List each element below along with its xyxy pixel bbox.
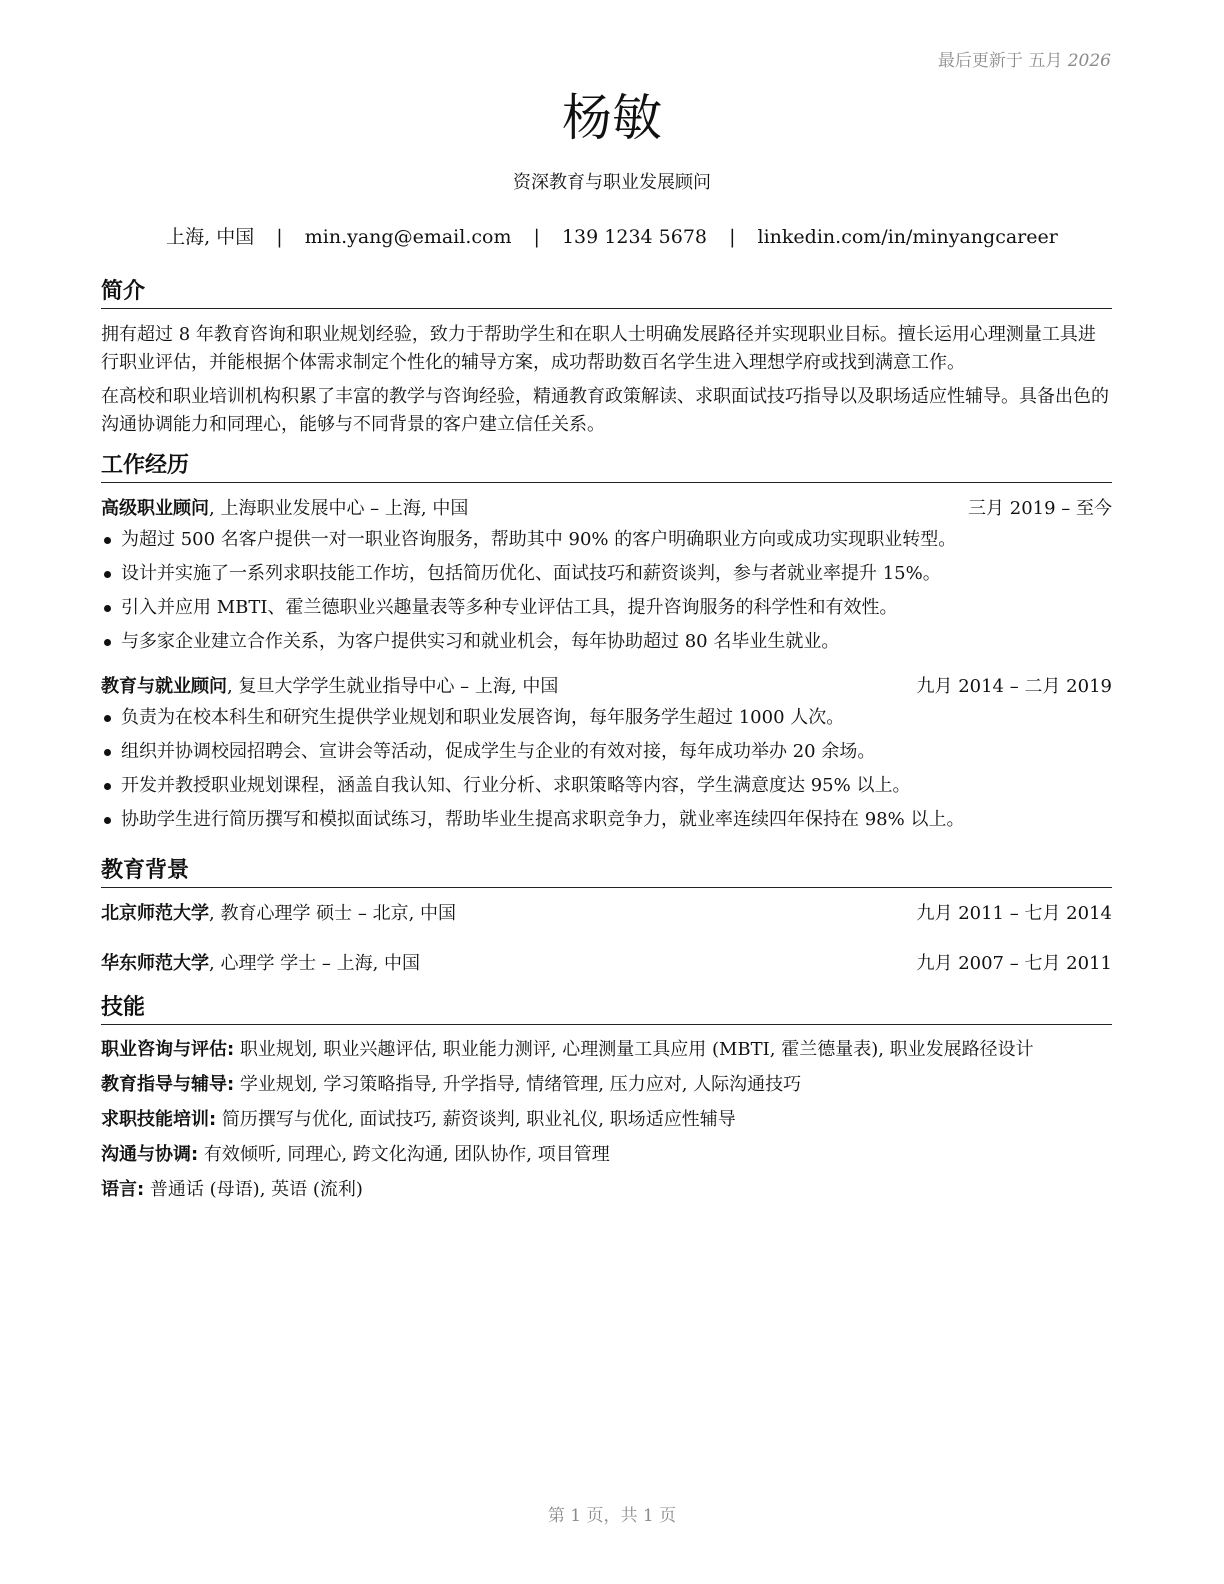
- page-number: 第 1 页，共 1 页: [547, 1506, 677, 1526]
- job-header: [101, 495, 1112, 523]
- job-title-line: [101, 495, 468, 523]
- education-detail: , 教育心理学 硕士 – 北京, 中国: [209, 903, 457, 924]
- education-entry: [101, 950, 1112, 978]
- job-bullet: 引入并应用 MBTI、霍兰德职业兴趣量表等多种专业评估工具，提升咨询服务的科学性和有效性。: [101, 591, 1112, 625]
- education-entry: [101, 900, 1112, 928]
- section-heading-experience: 工作经历: [101, 452, 1112, 483]
- skill-row: [101, 1137, 1112, 1172]
- summary-paragraph: 拥有超过 8 年教育咨询和职业规划经验，致力于帮助学生和在职人士明确发展路径并实现职业目标。擅长运用心理测量工具进行职业评估，并能根据个体需求制定个性化的辅导方案，成功帮助数百名学生进入理想学府或找到满意工作。: [101, 324, 1096, 373]
- job-org: , 复旦大学学生就业指导中心 – 上海, 中国: [227, 676, 559, 697]
- job-header: [101, 673, 1112, 701]
- contact-phone: 139 1234 5678: [561, 226, 708, 248]
- section-heading-education: 教育背景: [101, 857, 1112, 888]
- job-bullets: [101, 701, 1112, 837]
- education-section: [101, 857, 1112, 978]
- skills-list: [101, 1032, 1112, 1207]
- job-bullet: 与多家企业建立合作关系，为客户提供实习和就业机会，每年协助超过 80 名毕业生就业。: [101, 625, 1112, 659]
- candidate-title: 资深教育与职业发展顾问: [513, 172, 711, 193]
- contact-line: [0, 225, 1224, 249]
- job-org: , 上海职业发展中心 – 上海, 中国: [209, 498, 469, 519]
- skill-row: [101, 1172, 1112, 1207]
- last-updated-label: 最后更新于 五月: [937, 51, 1063, 71]
- skill-label: 沟通与协调:: [101, 1144, 199, 1165]
- contact-location: 上海, 中国: [166, 226, 255, 248]
- skill-label: 职业咨询与评估:: [101, 1039, 235, 1060]
- job-bullet: 开发并教授职业规划课程，涵盖自我认知、行业分析、求职策略等内容，学生满意度达 95% 以上。: [101, 769, 1112, 803]
- job-bullets: [101, 523, 1112, 659]
- education-school: 北京师范大学: [101, 903, 209, 924]
- summary-paragraph: 在高校和职业培训机构积累了丰富的教学与咨询经验，精通教育政策解读、求职面试技巧指导以及职场适应性辅导。具备出色的沟通协调能力和同理心，能够与不同背景的客户建立信任关系。: [101, 386, 1109, 435]
- contact-separator: |: [729, 226, 736, 248]
- skill-label: 求职技能培训:: [101, 1109, 217, 1130]
- last-updated-year: 2026: [1067, 51, 1111, 71]
- skill-row: [101, 1102, 1112, 1137]
- education-line: [101, 900, 456, 928]
- skills-section: [101, 994, 1112, 1207]
- contact-separator: |: [276, 226, 283, 248]
- candidate-name: 杨敏: [562, 89, 662, 147]
- summary-section: [101, 278, 1112, 439]
- skill-label: 教育指导与辅导:: [101, 1074, 235, 1095]
- education-detail: , 心理学 学士 – 上海, 中国: [209, 953, 421, 974]
- job-title-line: [101, 673, 558, 701]
- experience-section: [101, 452, 1112, 837]
- job-bullet: 组织并协调校园招聘会、宣讲会等活动，促成学生与企业的有效对接，每年成功举办 20 余场。: [101, 735, 1112, 769]
- education-school: 华东师范大学: [101, 953, 209, 974]
- contact-separator: |: [533, 226, 540, 248]
- job-bullet: 为超过 500 名客户提供一对一职业咨询服务，帮助其中 90% 的客户明确职业方向或成功实现职业转型。: [101, 523, 1112, 557]
- skill-value: 学业规划, 学习策略指导, 升学指导, 情绪管理, 压力应对, 人际沟通技巧: [234, 1074, 802, 1095]
- skill-row: [101, 1067, 1112, 1102]
- job-bullet: 协助学生进行简历撰写和模拟面试练习，帮助毕业生提高求职竞争力，就业率连续四年保持在 98% 以上。: [101, 803, 1112, 837]
- job-title: 教育与就业顾问: [101, 676, 227, 697]
- section-heading-skills: 技能: [101, 994, 1112, 1025]
- skill-value: 简历撰写与优化, 面试技巧, 薪资谈判, 职业礼仪, 职场适应性辅导: [216, 1109, 736, 1130]
- job-title: 高级职业顾问: [101, 498, 209, 519]
- education-dates: 九月 2011 – 七月 2014: [916, 903, 1112, 924]
- job-dates: 九月 2014 – 二月 2019: [916, 676, 1112, 697]
- job-entry: [101, 495, 1112, 659]
- education-dates: 九月 2007 – 七月 2011: [916, 953, 1112, 974]
- skill-value: 职业规划, 职业兴趣评估, 职业能力测评, 心理测量工具应用 (MBTI, 霍兰德量表), 职业发展路径设计: [234, 1039, 1034, 1060]
- skill-value: 有效倾听, 同理心, 跨文化沟通, 团队协作, 项目管理: [198, 1144, 610, 1165]
- skill-value: 普通话 (母语), 英语 (流利): [144, 1179, 363, 1200]
- education-line: [101, 950, 420, 978]
- contact-linkedin[interactable]: linkedin.com/in/minyangcareer: [757, 226, 1058, 248]
- contact-email[interactable]: min.yang@email.com: [304, 226, 512, 248]
- last-updated: [938, 46, 1111, 71]
- job-entry: [101, 673, 1112, 837]
- job-bullet: 负责为在校本科生和研究生提供学业规划和职业发展咨询，每年服务学生超过 1000 人次。: [101, 701, 1112, 735]
- section-heading-summary: 简介: [101, 278, 1112, 309]
- job-bullet: 设计并实施了一系列求职技能工作坊，包括简历优化、面试技巧和薪资谈判，参与者就业率提升 15%。: [101, 557, 1112, 591]
- skill-row: [101, 1032, 1112, 1067]
- job-dates: 三月 2019 – 至今: [968, 498, 1112, 519]
- skill-label: 语言:: [101, 1179, 145, 1200]
